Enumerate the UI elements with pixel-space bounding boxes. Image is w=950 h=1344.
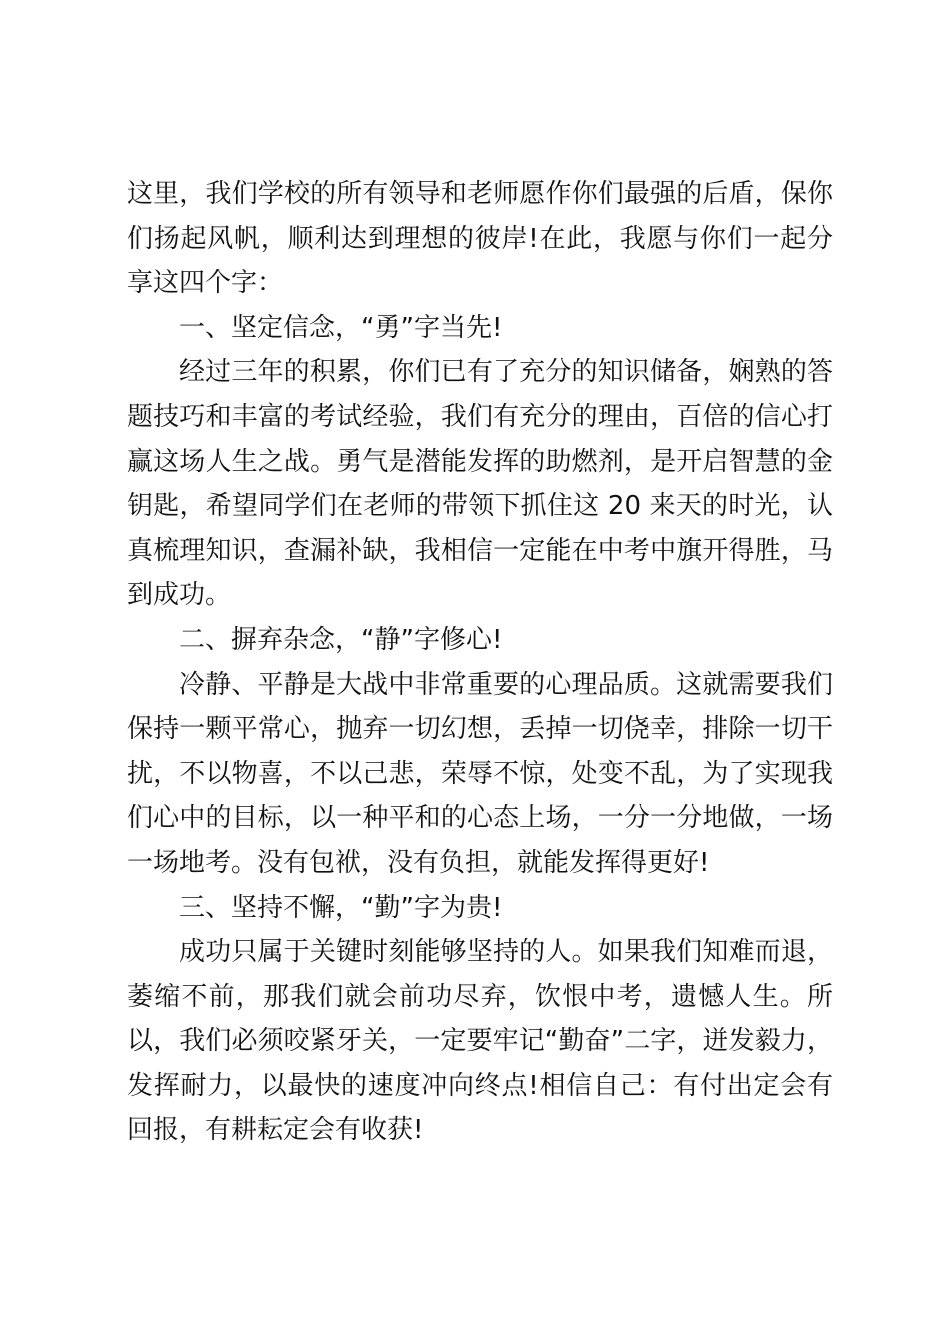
paragraph-courage: 经过三年的积累，你们已有了充分的知识储备，娴熟的答题技巧和丰富的考试经验，我们有充分的理由，百倍的信心打赢这场人生之战。勇气是潜能发挥的助燃剂，是开启智慧的金钥匙，希望同学们在老师的带领下抓住这 20 来天的时光，认真梳理知识，查漏补缺，我相信一定能在中考中旗开得胜，马到成功。 xyxy=(127,357,833,611)
document-body xyxy=(127,172,833,1153)
paragraph-calm: 冷静、平静是大战中非常重要的心理品质。这就需要我们保持一颗平常心，抛弃一切幻想，丢掉一切侥幸，排除一切干扰，不以物喜，不以己悲，荣辱不惊，处变不乱，为了实现我们心中的目标，以一种平和的心态上场，一分一分地做，一场一场地考。没有包袱，没有负担，就能发挥得更好! xyxy=(127,669,833,878)
paragraph-continuation: 这里，我们学校的所有领导和老师愿作你们最强的后盾，保你们扬起风帆，顺利达到理想的彼岸!在此，我愿与你们一起分享这四个字： xyxy=(127,179,833,299)
heading-diligence: 三、坚持不懈，“勤”字为贵! xyxy=(179,892,503,923)
heading-calm: 二、摒弃杂念，“静”字修心! xyxy=(179,624,503,655)
heading-courage: 一、坚定信念，“勇”字当先! xyxy=(179,312,503,343)
paragraph-diligence: 成功只属于关键时刻能够坚持的人。如果我们知难而退，萎缩不前，那我们就会前功尽弃，饮恨中考，遗憾人生。所以，我们必须咬紧牙关，一定要牢记“勤奋”二字，迸发毅力，发挥耐力，以最快的速度冲向终点!相信自己：有付出定会有回报，有耕耘定会有收获! xyxy=(127,937,833,1146)
